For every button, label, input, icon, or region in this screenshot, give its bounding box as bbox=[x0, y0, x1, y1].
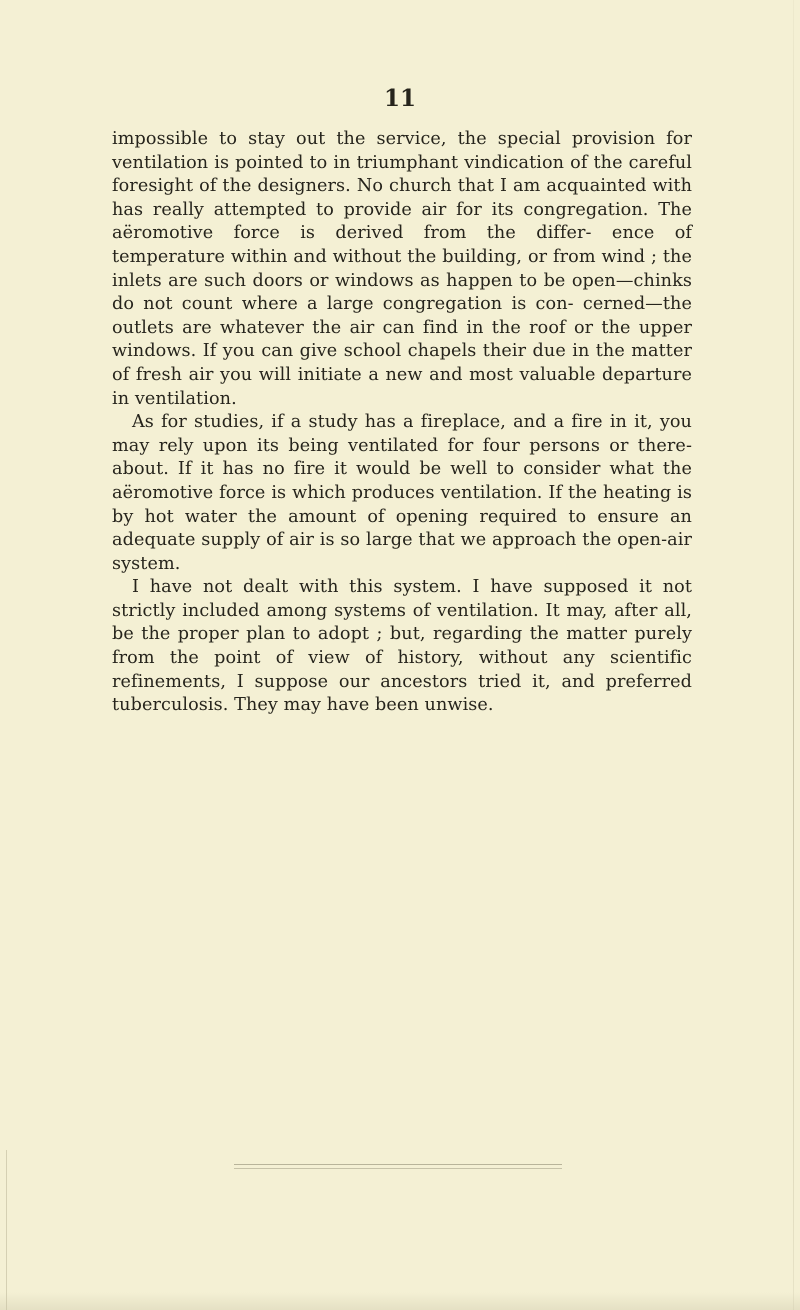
page-edge-left bbox=[6, 1150, 7, 1310]
page-number: 11 bbox=[383, 85, 416, 112]
page-bottom-shadow bbox=[0, 1292, 800, 1310]
paragraph-3: I have not dealt with this system. I have supposed it not strictly included among systems of ventilation. It may, after all, be the proper plan to adopt ; but, regarding the matter purely from the point of view of history, without any scientific refinements, I suppose our ancestors tried it, and preferred tuberculosis. They may have been unwise. bbox=[112, 577, 692, 716]
end-rule-top bbox=[234, 1164, 562, 1165]
paragraph-2: As for studies, if a study has a fireplace, and a fire in it, you may rely upon its being ventilated for four persons or there- about. If it has no fire it would be well to consider what the aëromotive force is which produces ventilation. If the heating is by hot water the amount of opening required to ensure an adequate supply of air is so large that we approach the open-air system. bbox=[112, 412, 692, 574]
body-text bbox=[112, 128, 692, 718]
page-edge-right bbox=[793, 0, 794, 1310]
end-rule-bottom bbox=[234, 1168, 562, 1169]
paragraph-1: impossible to stay out the service, the special provision for ventilation is pointed to in triumphant vindication of the careful foresight of the designers. No church that I am acquainted with has really attempted to provide air for its congregation. The aëromotive force is derived from the differ- ence of temperature within and without the building, or from wind ; the inlets are such doors or windows as happen to be open—chinks do not count where a large congregation is con- cerned—the outlets are whatever the air can find in the roof or the upper windows. If you can give school chapels their due in the matter of fresh air you will initiate a new and most valuable departure in ventilation. bbox=[112, 129, 692, 409]
